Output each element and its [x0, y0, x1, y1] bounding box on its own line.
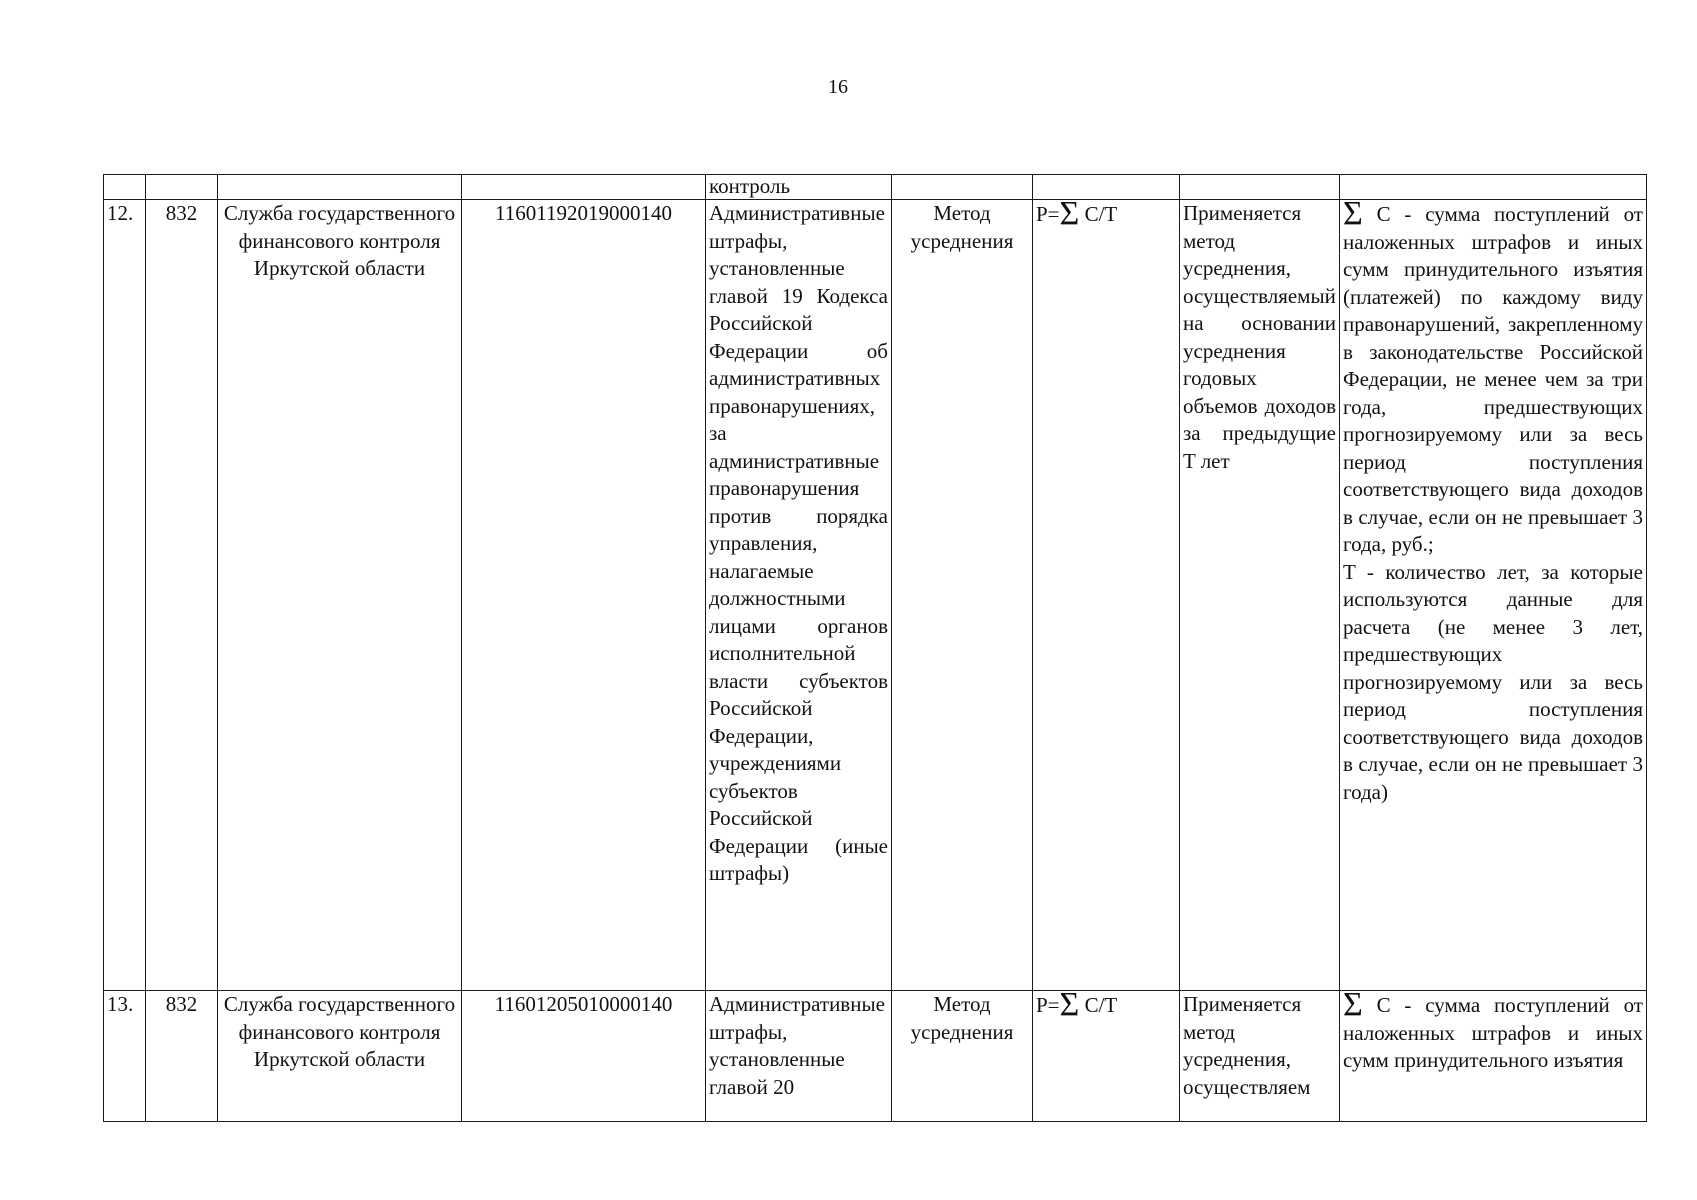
formula-suffix: C/T [1079, 202, 1118, 226]
row-number: 12. [104, 200, 146, 991]
revenue-name: Административные штрафы, установленные главой 19 Кодекса Российской Федерации об административных правонарушениях, за административные правонарушения против порядка управления, налагаемые должностными лицами органов исполнительной власти субъектов Российской Федерации, учреждениями субъектов Российской Федерации (иные штрафы) [706, 200, 892, 991]
table-row [104, 991, 1647, 1122]
revenue-name: Административные штрафы, установленные главой 20 [706, 991, 892, 1122]
revenue-forecast-table [103, 174, 1647, 1122]
method-description: Применяется метод усреднения, осуществляем [1180, 991, 1340, 1122]
row-number: 13. [104, 991, 146, 1122]
budget-classification-code: 11601205010000140 [462, 991, 706, 1122]
sigma-symbol: Σ [1059, 199, 1080, 232]
forecast-formula [1033, 991, 1180, 1122]
sigma-symbol: Σ [1343, 990, 1363, 1023]
formula-prefix: P= [1036, 993, 1060, 1017]
sigma-symbol: Σ [1343, 199, 1363, 232]
formula-explanation [1340, 991, 1647, 1122]
forecast-method: Метод усреднения [892, 991, 1033, 1122]
cell-kbk [462, 175, 706, 200]
formula-explanation [1340, 200, 1647, 991]
forecast-method: Метод усреднения [892, 200, 1033, 991]
cell-num [104, 175, 146, 200]
table-row [104, 200, 1647, 991]
cell-name-continuation: контроль [706, 175, 892, 200]
page-number: 16 [828, 76, 848, 98]
organization-name: Служба государственного финансового контроля Иркутской области [218, 991, 462, 1122]
cell-org [218, 175, 462, 200]
explanation-sum [1343, 200, 1643, 559]
explanation-years: T - количество лет, за которые используются данные для расчета (не менее 3 лет, предшествующих прогнозируемому или за весь период поступления соответствующего вида доходов в случае, если он не превышает 3 года) [1343, 559, 1643, 804]
cell-formula [1033, 175, 1180, 200]
cell-method [892, 175, 1033, 200]
forecast-formula [1033, 200, 1180, 991]
admin-code: 832 [146, 200, 218, 991]
sigma-symbol: Σ [1059, 990, 1080, 1023]
budget-classification-code: 11601192019000140 [462, 200, 706, 991]
method-description: Применяется метод усреднения, осуществляемый на основании усреднения годовых объемов доходов за предыдущие T лет [1180, 200, 1340, 991]
explanation-sum-text: C - сумма поступлений от наложенных штрафов и иных сумм принудительного изъятия (платежей) по каждому виду правонарушений, закрепленному в законодательстве Российской Федерации, не менее чем за три года, предшествующих прогнозируемому или за весь период поступления соответствующего вида доходов в случае, если он не превышает 3 года, руб.; [1343, 202, 1643, 556]
admin-code: 832 [146, 991, 218, 1122]
cell-code [146, 175, 218, 200]
explanation-sum-text: C - сумма поступлений от наложенных штрафов и иных сумм принудительного изъятия [1343, 993, 1643, 1072]
formula-suffix: C/T [1079, 993, 1118, 1017]
cell-explanation [1340, 175, 1647, 200]
formula-prefix: P= [1036, 202, 1060, 226]
cell-description [1180, 175, 1340, 200]
organization-name: Служба государственного финансового контроля Иркутской области [218, 200, 462, 991]
continuation-row [104, 175, 1647, 200]
